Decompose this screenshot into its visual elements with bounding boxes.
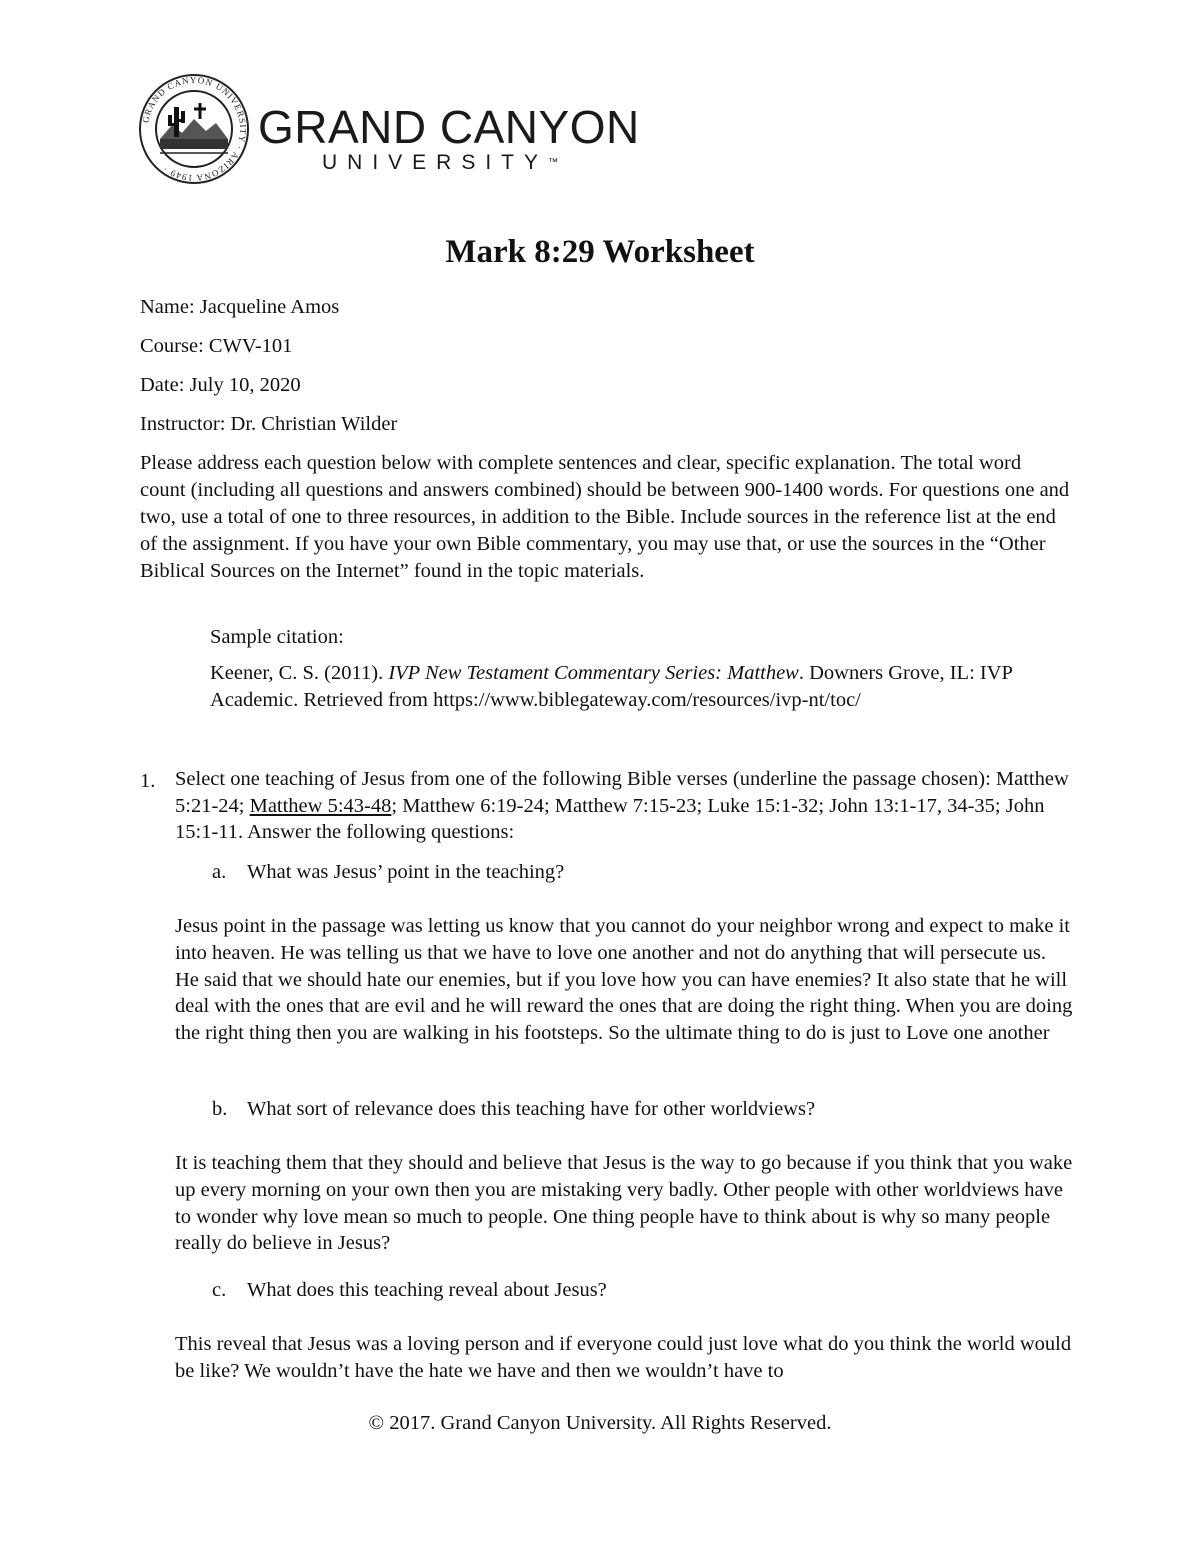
svg-text:GRAND CANYON UNIVERSITY · ARIZ: GRAND CANYON UNIVERSITY · ARIZONA 1949 · [140, 74, 249, 184]
copyright-footer: © 2017. Grand Canyon University. All Rights Reserved. [368, 1412, 832, 1434]
date-field: Date: July 10, 2020 [140, 374, 301, 396]
university-seal-icon [138, 73, 250, 185]
name-field: Name: Jacqueline Amos [140, 296, 340, 318]
answer-b: It is teaching them that they should and believe that Jesus is the way to go because if you think that you wake up every morning on your own then you are mistaking very badly. Other people with other worldviews have to wonder why love mean so much to people. One thing people have to think about is why so many people really do believe in Jesus? [175, 1152, 1073, 1255]
university-name: GRAND CANYON [258, 101, 640, 153]
sub-question-a: What was Jesus’ point in the teaching? [247, 861, 565, 883]
page-title: Mark 8:29 Worksheet [445, 234, 755, 270]
sub-question-b: What sort of relevance does this teaching have for other worldviews? [247, 1098, 816, 1120]
question-1-text: Select one teaching of Jesus from one of the following Bible verses (underline the passage chosen): Matthew 5:21-24; Matthew 5:43-48; Matthew 6:19-24; Matthew 7:15-23; Luke 15:1-32; John 13:1-17, 34-35; John 15:1-11. Answer the following questions: [175, 768, 1069, 843]
sub-question-letter-b: b. [212, 1098, 228, 1120]
citation-label: Sample citation: [210, 626, 344, 648]
sample-citation: Keener, C. S. (2011). IVP New Testament Commentary Series: Matthew. Downers Grove, IL: IVP Academic. Retrieved from https://www.biblegateway.com/resources/ivp-nt/toc/ [210, 662, 1013, 711]
instructor-field: Instructor: Dr. Christian Wilder [140, 413, 398, 435]
answer-a: Jesus point in the passage was letting us know that you cannot do your neighbor wrong and expect to make it into heaven. He was telling us that we have to love one another and not do anything that will persecute us. He said that we should hate our enemies, but if you love how you can have enemies? It also state that he will deal with the ones that are evil and he will reward the ones that are doing the right thing. When you are doing the right thing then you are walking in his footsteps. So the ultimate thing to do is just to Love one another [175, 915, 1073, 1045]
question-number: 1. [140, 770, 156, 792]
university-subtitle: UNIVERSITY™ [322, 151, 559, 174]
sub-question-letter-a: a. [212, 861, 227, 883]
course-field: Course: CWV-101 [140, 335, 293, 357]
sub-question-c: What does this teaching reveal about Jesus? [247, 1279, 607, 1301]
answer-c: This reveal that Jesus was a loving person and if everyone could just love what do you think the world would be like? We wouldn’t have the hate we have and then we wouldn’t have to [175, 1333, 1072, 1382]
sub-question-letter-c: c. [212, 1279, 227, 1301]
instructions-paragraph: Please address each question below with complete sentences and clear, specific explanation. The total word count (including all questions and answers combined) should be between 900-1400 words. For questions one and two, use a total of one to three resources, in addition to the Bible. Include sources in the reference list at the end of the assignment. If you have your own Bible commentary, you may use that, or use the sources in the “Other Biblical Sources on the Internet” found in the topic materials. [140, 452, 1070, 582]
